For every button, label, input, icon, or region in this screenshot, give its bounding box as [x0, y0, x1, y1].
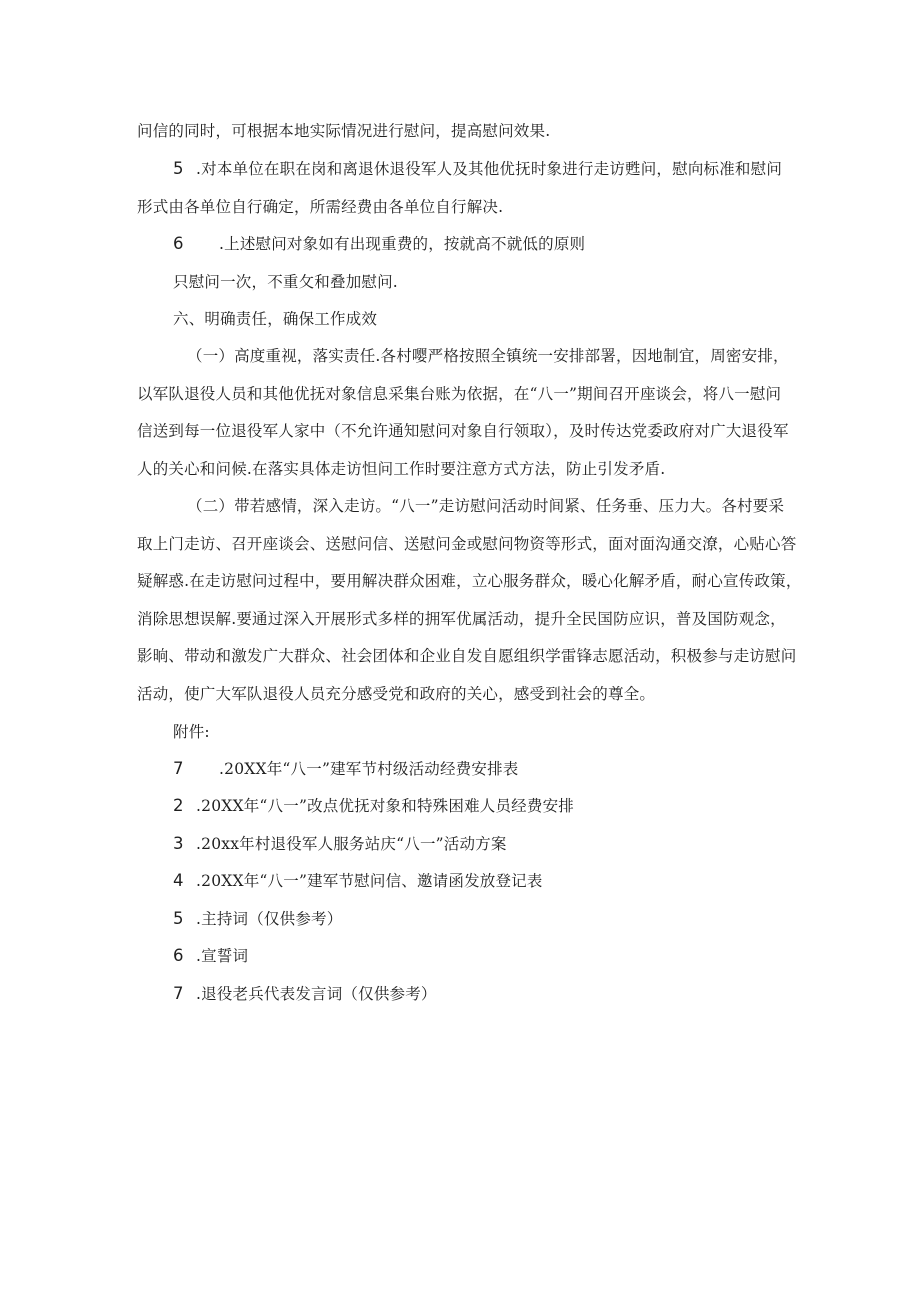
paragraph-line: 只慰问一次，不重攵和叠加慰问.: [173, 273, 398, 291]
paragraph-line: （二）带若感情，深入走访。“八一”走访慰问活动时间紧、任务垂、压力大。各村要采: [187, 497, 785, 515]
attachment-number: 5: [173, 909, 184, 928]
paragraph-line: 信送到每一位退役军人家中（不允许通知慰问对象自行领取），及时传达党委政府对广大退役军: [137, 422, 789, 440]
attachment-number: 6: [173, 946, 184, 965]
paragraph-line: 疑解惑.在走访慰问过程中，要用解决群众困难，立心服务群众，暖心化解矛盾，耐心宣传政策，: [137, 572, 802, 590]
attachment-item: .退役老兵代表发言词（仅供参考）: [196, 985, 437, 1003]
attachment-number: 4: [173, 871, 184, 890]
paragraph-line: 消除思想误解.要通过深入开展形式多样的拥军优属活动，提升全民国防应识，普及国防观念，: [137, 610, 786, 628]
attachment-item: .20xx年村退役军人服务站庆“八一”活动方案: [196, 835, 507, 853]
attachment-number: 3: [173, 834, 184, 853]
attachment-number: 2: [173, 796, 184, 815]
attachment-item: .20XX年“八一”建军节慰问信、邀请函发放登记表: [196, 872, 543, 890]
list-number: 6: [173, 234, 184, 253]
attachment-item: .20XX年“八一”改点优抚对象和特殊困难人员经费安排: [196, 797, 574, 815]
paragraph-line: （一）高度重视，落实责任.各村嘤严格按照全镇统一安排部署，因地制宜，周密安排，: [187, 347, 789, 365]
attachment-item: .20XX年“八一”建军节村级活动经费安排表: [219, 760, 519, 778]
attachment-number: 7: [173, 984, 184, 1003]
paragraph-line: 活动，使广大军队退役人员充分感受党和政府的关心，感受到社会的尊全。: [137, 685, 656, 703]
section-heading: 六、明确责任，确保工作成效: [173, 310, 378, 328]
attachment-number: 7: [173, 759, 184, 778]
attachment-item: .主持词（仅供参考）: [196, 910, 343, 928]
list-number: 5: [173, 159, 184, 178]
attachments-label: 附件:: [173, 723, 210, 741]
paragraph-line: 以军队退役人员和其他优抚对象信息采集台账为依据，在“八一”期间召开座谈会，将八一慰问: [137, 385, 782, 403]
paragraph-line: 取上门走访、召开座谈会、送慰问信、送慰问金或慰问物资等形式，面对面沟通交潦，心贴心答: [137, 535, 797, 553]
paragraph-line: 人的关心和问候.在落实具体走访怛问工作时要注意方式方法，防止引发矛盾.: [137, 460, 666, 478]
paragraph-line: .上述慰问对象如有出现重费的，按就高不就低的原则: [219, 235, 586, 253]
attachment-item: .宣誓词: [196, 947, 249, 965]
paragraph-line: .对本单位在职在岗和离退休退役军人及其他优抚时象进行走访甦问，慰向标准和慰问: [196, 160, 783, 178]
paragraph-line: 影晌、带动和激发广大群众、社会团体和企业自发自愿组织学雷锋志愿活动，积极参与走访慰问: [137, 647, 797, 665]
paragraph-line: 形式由各单位自行确定，所需经费由各单位自行解决.: [137, 198, 504, 216]
paragraph-line: 问信的同时，可根据本地实际情况进行慰问，提高慰问效果.: [137, 122, 551, 140]
